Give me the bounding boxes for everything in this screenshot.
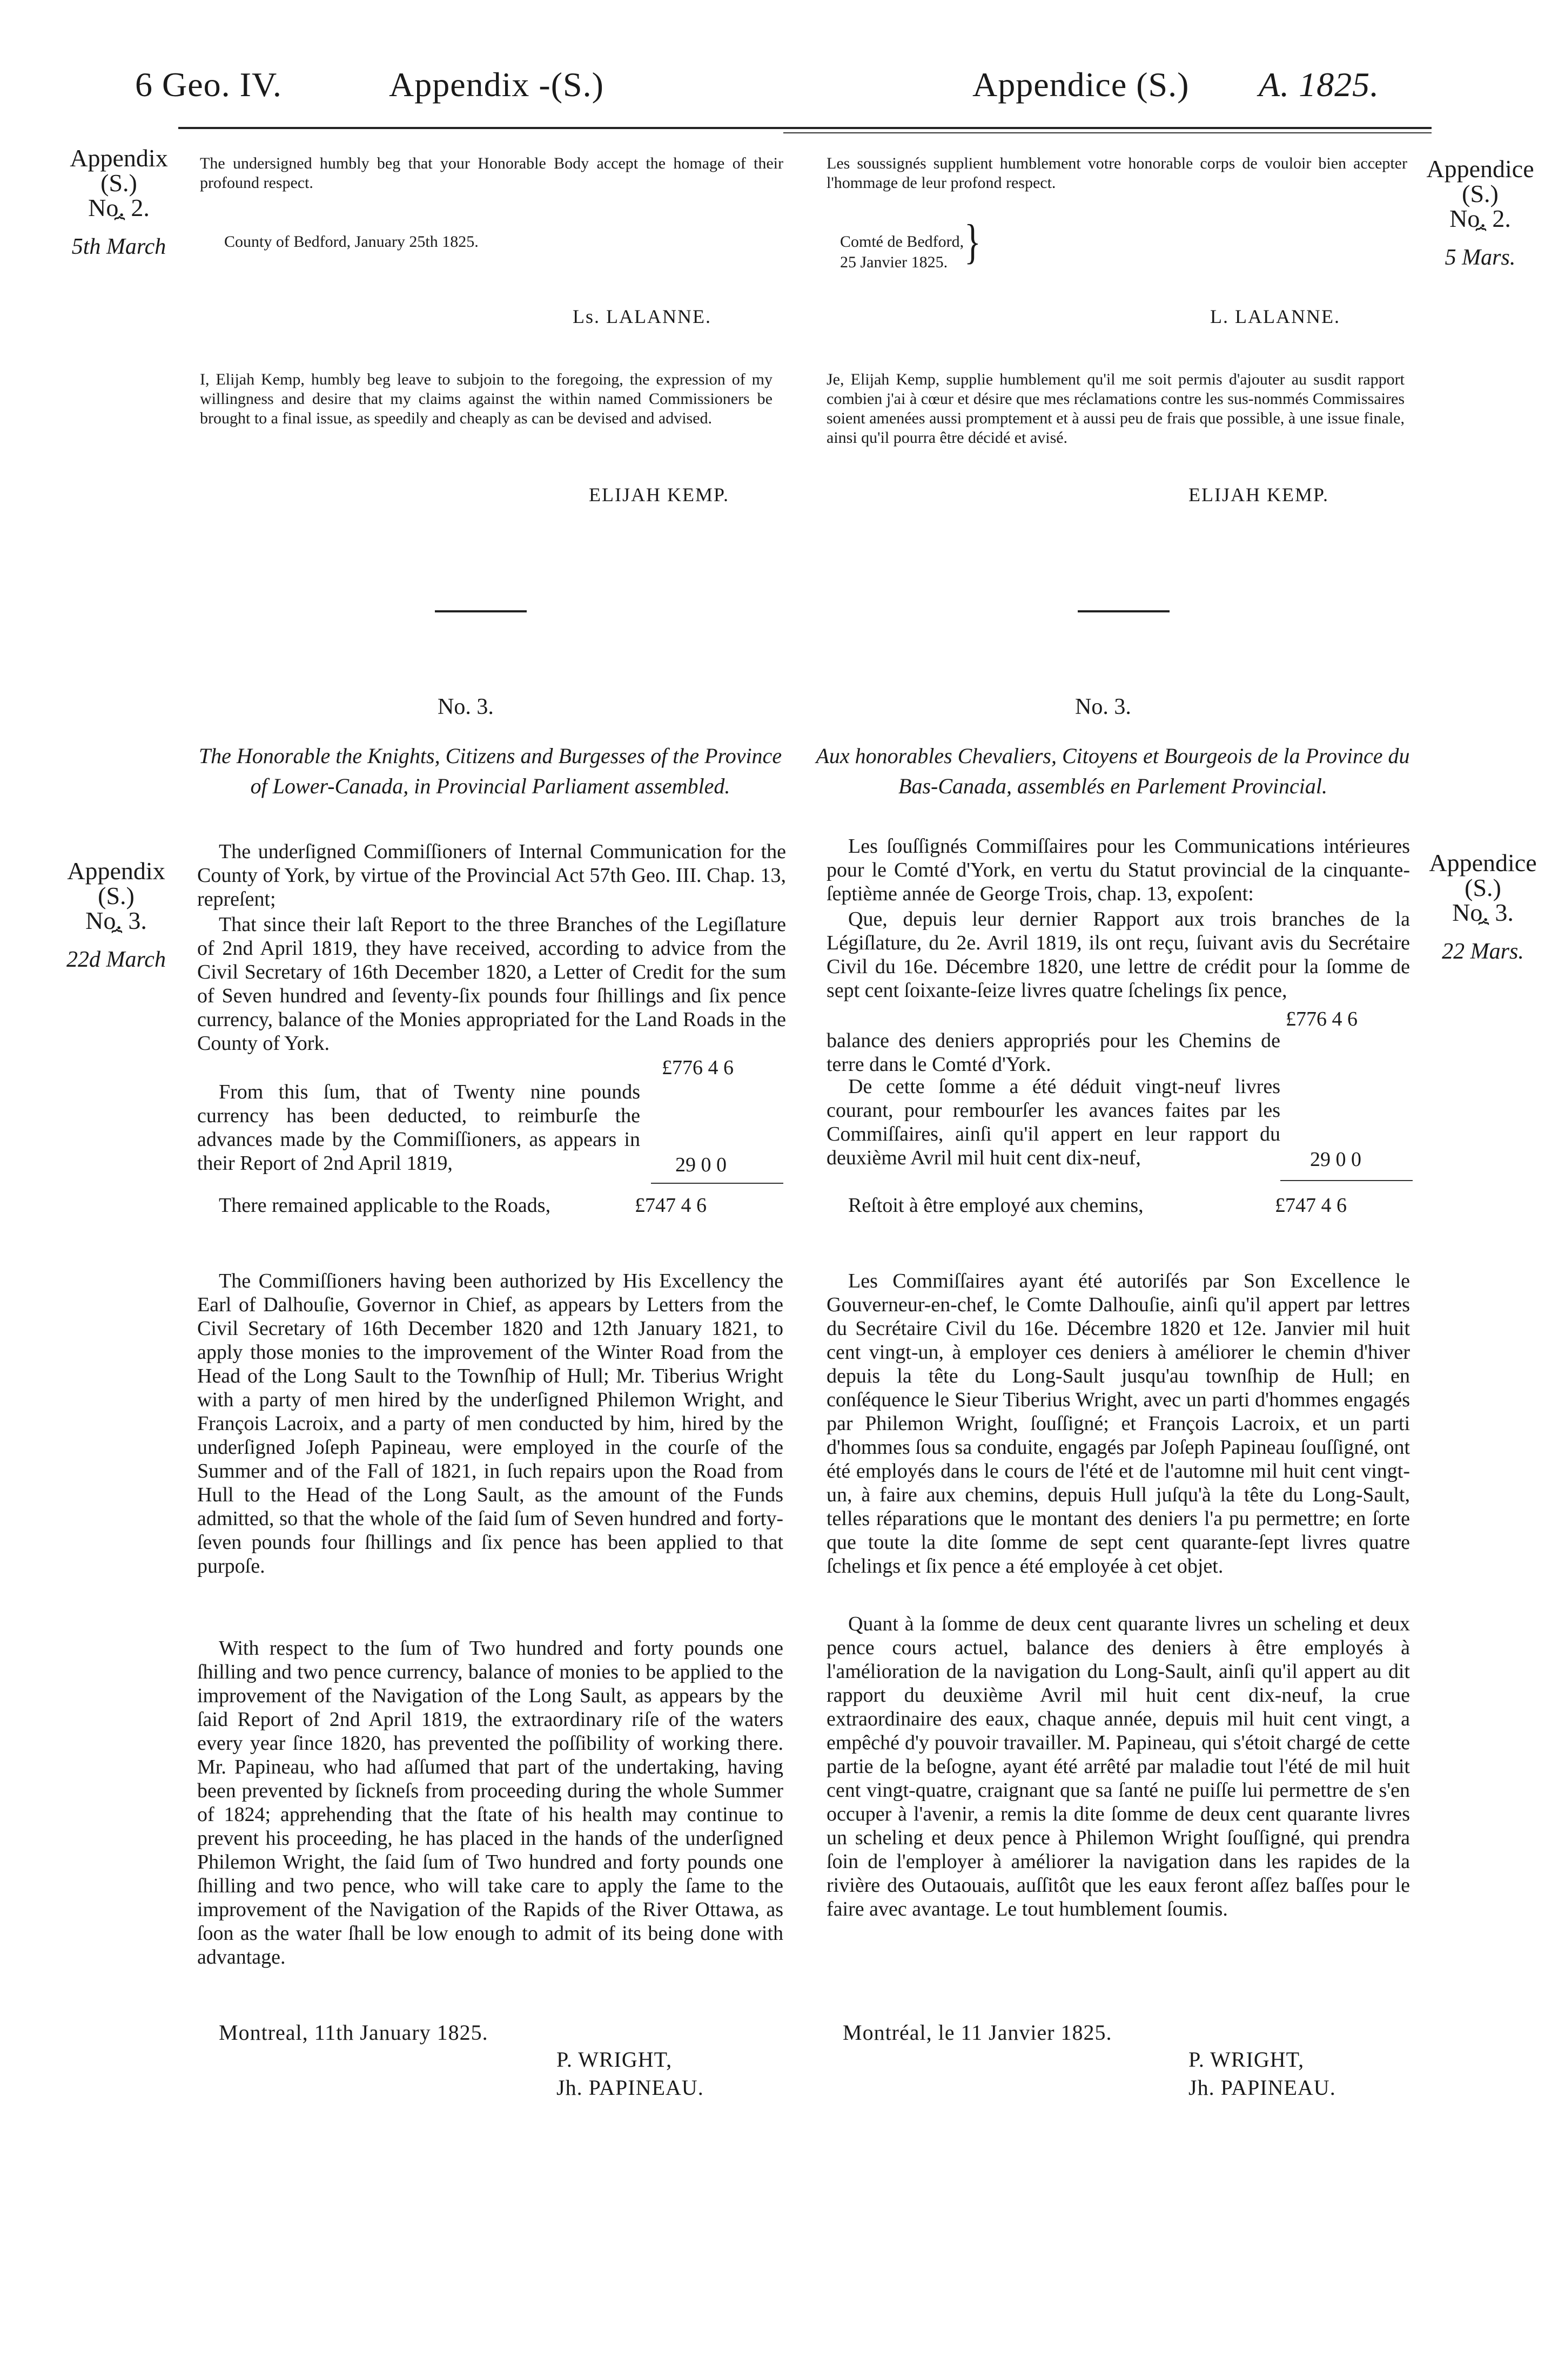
margin-number: No. 3. <box>1452 899 1514 926</box>
margin-label: (S.) <box>98 882 135 909</box>
header-year: A. 1825. <box>1259 65 1380 104</box>
no2-fr-place: Comté de Bedford, <box>840 233 964 251</box>
no3-en-remain <box>197 1194 629 1217</box>
no2-fr-text: Les soussignés supplient humblement votre honorable corps de vouloir bien accepter l'hommage de leur profond respect. <box>827 154 1407 192</box>
header-rule <box>178 127 1432 129</box>
no3-fr-title: Aux honorables Chevaliers, Citoyens et Bourgeois de la Province du Bas-Canada, assemblés en Parlement Provincial. <box>816 744 1410 798</box>
intro-text: The underſigned Commiſſioners of Internal Communication for the County of York, by virtue of the Provincial Act 57th Geo. III. Chap. 13, repreſent; <box>197 840 786 911</box>
no3-en-signature-wright: P. WRIGHT, <box>556 2047 673 2072</box>
no3-en-amount-remaining: £747 4 6 <box>635 1194 707 1217</box>
header-appendix-fr: Appendice (S.) <box>972 65 1190 104</box>
brace-icon: ⏞ <box>1478 922 1488 942</box>
margin-label: Appendix <box>70 144 168 172</box>
no3-fr-paragraph-3 <box>827 1612 1410 1921</box>
margin-date: 5th March <box>71 234 166 259</box>
section-divider <box>1078 610 1170 612</box>
no3-en-paragraph-2 <box>197 1269 783 1578</box>
margin-date: 22 Mars. <box>1442 939 1524 964</box>
no2-en-signature: Ls. LALANNE. <box>573 306 711 327</box>
margin-label: (S.) <box>100 169 137 197</box>
no3-en-that <box>197 913 786 1055</box>
header-rule-right <box>783 132 1432 133</box>
que-text: Que, depuis leur dernier Rapport aux trois branches de la Légiſlature, du 2e. Avril 1819, ils ont reçu, ſuivant avis du Secrétaire Civil du 16e. Décembre 1820, une lettre de crédit pour la ſomme de sept cent ſoixante-ſeize livres quatre ſchelings ſix pence, <box>827 908 1410 1002</box>
margin-label: Appendice <box>1429 849 1537 877</box>
intro-text: Les ſouſſignés Commiſſaires pour les Communications intérieures pour le Comté d'York, en vertu du Statut provincial de la cinquante-ſeptième année de George Trois, chap. 13, expoſent: <box>827 835 1410 905</box>
no3-fr-signature-papineau: Jh. PAPINEAU. <box>1188 2075 1336 2100</box>
margin-label: (S.) <box>1462 180 1499 207</box>
no2-en-kemp-signature: ELIJAH KEMP. <box>589 484 730 505</box>
no2-en-place-date: County of Bedford, January 25th 1825. <box>224 233 479 251</box>
no3-en-date: Montreal, 11th January 1825. <box>219 2020 488 2045</box>
header-appendix-en: Appendix -(S.) <box>389 65 604 104</box>
margin-note-no2-left <box>51 146 186 259</box>
no2-fr-signature: L. LALANNE. <box>1210 306 1340 327</box>
margin-date: 5 Mars. <box>1445 245 1516 270</box>
header-session: 6 Geo. IV. <box>135 65 282 104</box>
brace-icon: ⏞ <box>1475 228 1485 248</box>
no3-fr-que <box>827 907 1410 1002</box>
no3-en-intro <box>197 840 786 911</box>
no3-fr-date: Montréal, le 11 Janvier 1825. <box>843 2020 1112 2045</box>
no3-en-from <box>197 1080 640 1175</box>
margin-note-no3-right <box>1415 851 1550 964</box>
no3-fr-remain <box>827 1194 1270 1217</box>
no3-en-amount-credit: £776 4 6 <box>662 1056 734 1079</box>
brace-icon: ⏞ <box>114 217 124 237</box>
remain-text: Reſtoit à être employé aux chemins, <box>848 1194 1144 1217</box>
no2-fr-kemp-signature: ELIJAH KEMP. <box>1188 484 1329 505</box>
paragraph-text: Les Commiſſaires ayant été autoriſés par Son Excellence le Gouverneur-en-chef, le Comte Dalhouſie, ainſi qu'il appert par lettres du Secrétaire Civil du 16e. Décembre 1820 et 12e. Janvier mil huit cent vingt-un, à employer ces deniers à améliorer le chemin d'hiver depuis la tête du Long-Sault jusqu'au townſhip de Hull; en conſéquence le Sieur Tiberius Wright, avec un parti d'hommes engagés par Philemon Wright, ſouſſigné; et François Lacroix, et un parti d'hommes ſous sa conduite, engagés par Joſeph Papineau ſouſſigné, ont été employés dans le cours de l'été et de l'automne mil huit cent vingt-un, à faire aux chemins, depuis Hull juſqu'à la tête du Long-Sault, telles réparations que le montant des deniers l'a pu permettre; en ſorte que toute la dite ſomme de sept cent quarante-ſept livres quatre ſchelings et ſix pence a été employée à cet objet. <box>827 1270 1410 1577</box>
paragraph-text: Quant à la ſomme de deux cent quarante livres un scheling et deux pence cours actuel, balance des deniers à être employés à l'amélioration de la navigation du Long-Sault, ainſi qu'il appert au dit rapport du deuxième Avril mil huit cent dix-neuf, la crue extraordinaire des eaux, chaque année, depuis mil huit cent vingt, a empêché d'y pouvoir travailler. M. Papineau, qui s'étoit chargé de cette partie de la beſogne, ayant été arrêté par maladie tout l'été de mil huit cent vingt-quatre, craignant que sa ſanté ne puiſſe lui permettre de s'en occuper à l'avenir, a remis la dite ſomme de deux cent quarante livres un scheling et deux pence à Philemon Wright ſouſſigné, qui prendra ſoin de l'employer à améliorer la navigation dans les rapides de la rivière des Outaouais, auſſitôt que les eaux feront aſſez baſſes pour le faire avec avantage. Le tout humblement ſoumis. <box>827 1613 1410 1920</box>
margin-note-no3-left <box>49 859 184 972</box>
margin-label: (S.) <box>1465 874 1501 901</box>
remain-text: There remained applicable to the Roads, <box>219 1194 551 1217</box>
margin-label: Appendice <box>1426 155 1534 183</box>
section-divider <box>435 610 527 612</box>
no3-en-title: The Honorable the Knights, Citizens and Burgesses of the Province of Lower-Canada, in Provincial Parliament assembled. <box>198 744 782 798</box>
no3-fr-amount-credit: £776 4 6 <box>1286 1008 1358 1030</box>
no3-fr-amount-deducted: 29 0 0 <box>1310 1148 1361 1171</box>
margin-label: Appendix <box>67 857 165 885</box>
margin-number: No. 2. <box>1449 205 1511 232</box>
paragraph-text: With respect to the ſum of Two hundred and forty pounds one ſhilling and two pence currency, balance of monies to be applied to the improvement of the Navigation of the Long Sault, as appears by the ſaid Report of 2nd April 1819, the extraordinary riſe of the waters every year ſince 1820, has prevented the poſſibility of working there. Mr. Papineau, who had aſſumed that part of the undertaking, having been prevented by ſickneſs from proceeding during the whole Summer of 1824; apprehending that the ſtate of his health may continue to prevent his proceeding, he has placed in the hands of the underſigned Philemon Wright, the ſaid ſum of Two hundred and forty pounds one ſhilling and two pence, who will take care to apply the ſame to the improvement of the Navigation of the Rapids of the River Ottawa, as ſoon as the water ſhall be low enough to admit of its being done with advantage. <box>197 1637 783 1968</box>
no3-fr-de <box>827 1075 1280 1170</box>
no3-fr-number: No. 3. <box>1075 695 1131 719</box>
no3-en-signature-papineau: Jh. PAPINEAU. <box>556 2075 704 2100</box>
no3-fr-signature-wright: P. WRIGHT, <box>1188 2047 1305 2072</box>
no2-fr-kemp-text: Je, Elijah Kemp, supplie humblement qu'il me soit permis d'ajouter au susdit rapport combien j'ai à cœur et désire que mes réclamations contre les sus-nommés Commissaires soient amenées aussi promptement et à aussi peu de frais que possible, à une issue finale, ainsi qu'il pourra être décidé et avisé. <box>827 370 1405 447</box>
no2-fr-date: 25 Janvier 1825. <box>840 253 948 271</box>
that-text: That since their laſt Report to the three Branches of the Legiſlature of 2nd April 1819, they have received, according to advice from the Civil Secretary of 16th December 1820, a Letter of Credit for the sum of Seven hundred and ſeventy-ſix pounds four ſhillings and ſix pence currency, balance of the Monies appropriated for the Land Roads in the County of York. <box>197 913 786 1055</box>
margin-number: No. 2. <box>88 194 150 221</box>
brace-icon: } <box>964 214 981 268</box>
paragraph-text: The Commiſſioners having been authorized by His Excellency the Earl of Dalhouſie, Governor in Chief, as appears by Letters from the Civil Secretary of 16th December 1820 and 12th January 1821, to apply those monies to the improvement of the Winter Road from the Head of the Long Sault to the Townſhip of Hull; Mr. Tiberius Wright with a party of men hired by the underſigned Philemon Wright, and François Lacroix, and a party of men conducted by him, hired by the underſigned Joſeph Papineau, were employed in the courſe of the Summer and of the Fall of 1821, in ſuch repairs upon the Road from Hull to the Head of the Long Sault, as the amount of the Funds admitted, so that the whole of the ſaid ſum of Seven hundred and forty-ſeven pounds four ſhillings and ſix pence has been applied to that purpoſe. <box>197 1270 783 1577</box>
sum-rule <box>651 1183 783 1184</box>
margin-number: No. 3. <box>85 907 147 934</box>
no3-fr-paragraph-2 <box>827 1269 1410 1578</box>
no3-en-paragraph-3 <box>197 1636 783 1969</box>
no3-fr-balance <box>827 1029 1280 1076</box>
no3-fr-intro <box>827 834 1410 906</box>
balance-text: balance des deniers appropriés pour les Chemins de terre dans le Comté d'York. <box>827 1029 1280 1076</box>
margin-date: 22d March <box>66 947 166 972</box>
margin-note-no2-right <box>1413 157 1548 270</box>
no3-en-amount-deducted: 29 0 0 <box>675 1154 727 1176</box>
from-text: From this ſum, that of Twenty nine pounds currency has been deducted, to reimburſe the advances made by the Commiſſioners, as appears in their Report of 2nd April 1819, <box>197 1081 640 1175</box>
sum-rule <box>1280 1180 1413 1181</box>
brace-icon: ⏞ <box>111 930 121 950</box>
no2-en-kemp-text: I, Elijah Kemp, humbly beg leave to subjoin to the foregoing, the expression of my willingness and desire that my claims against the within named Commissioners be brought to a final issue, as speedily and cheaply as can be devised and advised. <box>200 370 773 427</box>
no3-fr-amount-remaining: £747 4 6 <box>1275 1194 1347 1217</box>
no2-en-text: The undersigned humbly beg that your Honorable Body accept the homage of their profound respect. <box>200 154 783 192</box>
de-text: De cette ſomme a été déduit vingt-neuf livres courant, pour rembourſer les avances faites par les Commiſſaires, ainſi qu'il appert en leur rapport du deuxième Avril mil huit cent dix-neuf, <box>827 1075 1280 1169</box>
no3-en-number: No. 3. <box>438 695 494 719</box>
